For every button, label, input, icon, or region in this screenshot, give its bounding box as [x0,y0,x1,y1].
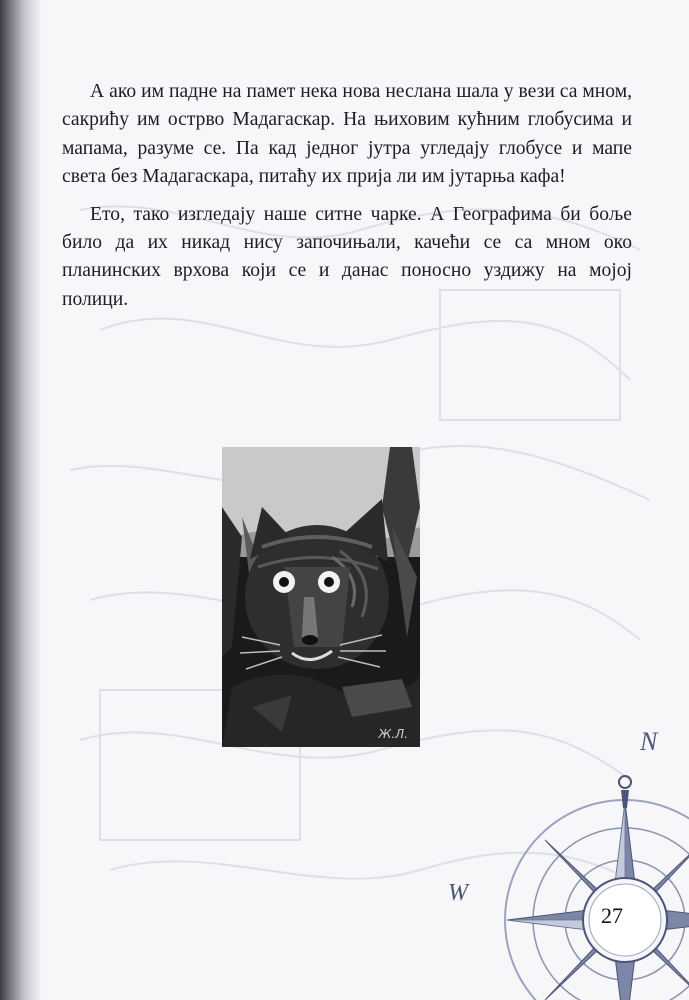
body-text [62,78,632,323]
compass-west-label: W [448,880,468,906]
page-number: 27 [601,903,623,928]
paragraph-2: Ето, тако изгледају наше ситне чарке. А Географима би боље било да их никад нису започињали, качећи се са мном око планинских врхова који се и данас поносно уздижу на мојој полици. [62,203,632,310]
compass-rose-decoration [440,720,689,1000]
paragraph-1: А ако им падне на памет нека нова неслана шала у вези са мном, сакрићу им острво Мадагаскар. На њиховим кућним глобусима и мапама, разуме се. Па кад једног јутра угледају глобусе и мапе света без Мадагаскара, питаћу их прија ли им јутарња кафа! [62,81,632,188]
spine-shadow [0,0,42,1000]
compass-north-label: N [640,727,658,756]
artist-signature: Ж.Л. [378,727,408,741]
cat-illustration [222,447,420,747]
